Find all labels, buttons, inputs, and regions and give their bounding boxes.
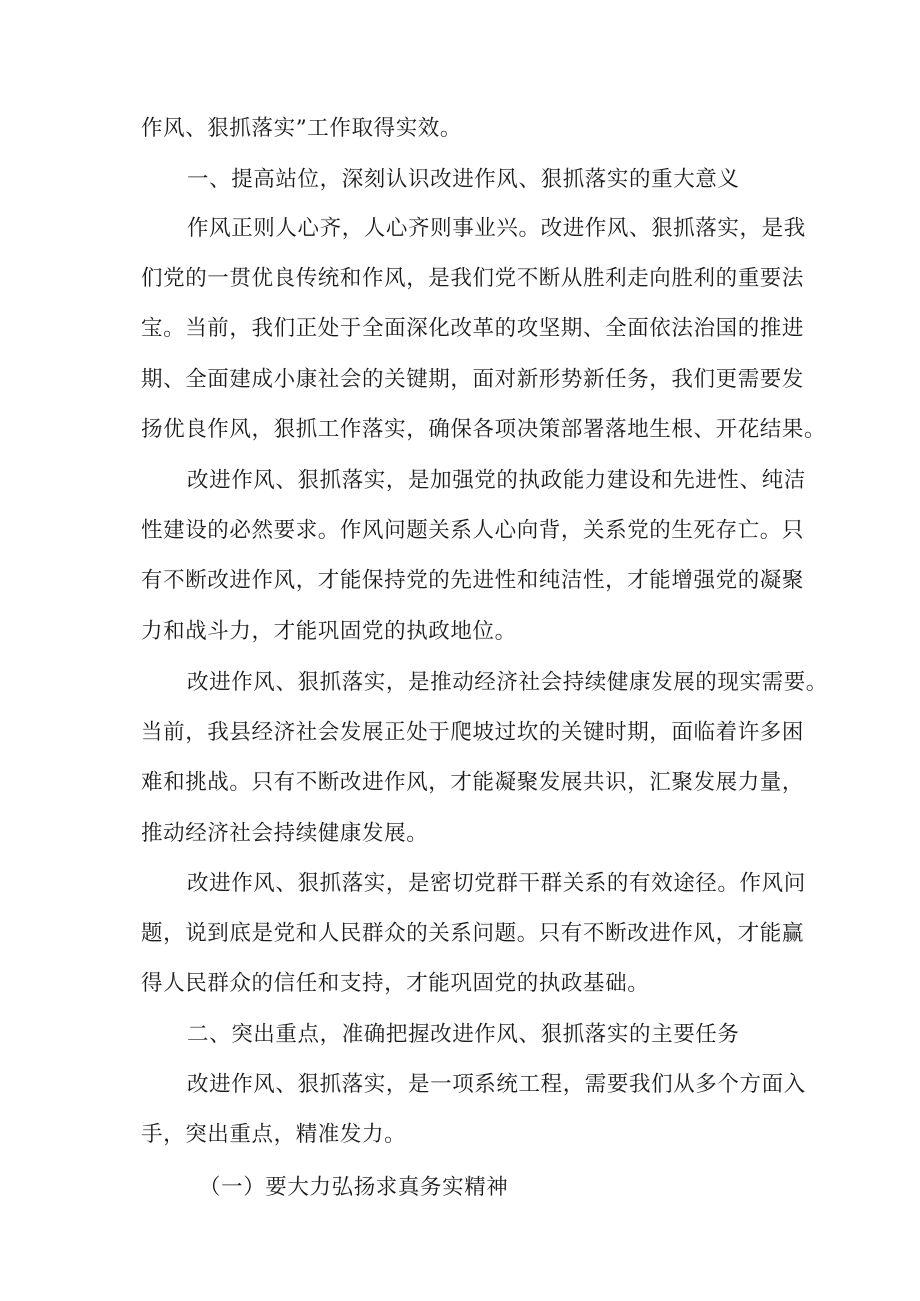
text-line: 当前，我县经济社会发展正处于爬坡过坎的关键时期，面临着许多困 — [141, 720, 805, 745]
text-line: 扬优良作风，狠抓工作落实，确保各项决策部署落地生根、开花结果。 — [141, 417, 827, 442]
text-line: 有不断改进作风，才能保持党的先进性和纯洁性，才能增强党的凝聚 — [141, 568, 805, 593]
text-line: 作风、狠抓落实”工作取得实效。 — [141, 116, 462, 141]
text-line: 性建设的必然要求。作风问题关系人心向背，关系党的生死存亡。只 — [141, 518, 805, 543]
text-line: 作风正则人心齐，人心齐则事业兴。改进作风、狠抓落实，是我 — [187, 216, 806, 241]
text-line: 改进作风、狠抓落实，是加强党的执政能力建设和先进性、纯洁 — [187, 468, 806, 493]
text-line: 得人民群众的信任和支持，才能巩固党的执政基础。 — [141, 971, 650, 996]
text-line: （一）要大力弘扬求真务实精神 — [199, 1175, 509, 1200]
text-line: 改进作风、狠抓落实，是推动经济社会持续健康发展的现实需要。 — [187, 670, 828, 695]
text-line: 改进作风、狠抓落实，是密切党群干群关系的有效途径。作风问 — [187, 871, 806, 896]
text-line: 宝。当前，我们正处于全面深化改革的攻坚期、全面依法治国的推进 — [141, 316, 805, 341]
text-line: 期、全面建成小康社会的关键期，面对新形势新任务，我们更需要发 — [141, 367, 805, 392]
text-line: 难和挑战。只有不断改进作风，才能凝聚发展共识，汇聚发展力量， — [141, 770, 805, 795]
text-line: 一、提高站位，深刻认识改进作风、狠抓落实的重大意义 — [187, 167, 740, 192]
text-line: 手，突出重点，精准发力。 — [141, 1122, 407, 1147]
text-line: 二、突出重点，准确把握改进作风、狠抓落实的主要任务 — [187, 1022, 740, 1047]
text-line: 力和战斗力，才能巩固党的执政地位。 — [141, 619, 517, 644]
text-line: 们党的一贯优良传统和作风，是我们党不断从胜利走向胜利的重要法 — [141, 266, 805, 291]
text-line: 推动经济社会持续健康发展。 — [141, 821, 429, 846]
text-line: 改进作风、狠抓落实，是一项系统工程，需要我们从多个方面入 — [187, 1072, 806, 1097]
text-line: 题，说到底是党和人民群众的关系问题。只有不断改进作风，才能赢 — [141, 921, 805, 946]
